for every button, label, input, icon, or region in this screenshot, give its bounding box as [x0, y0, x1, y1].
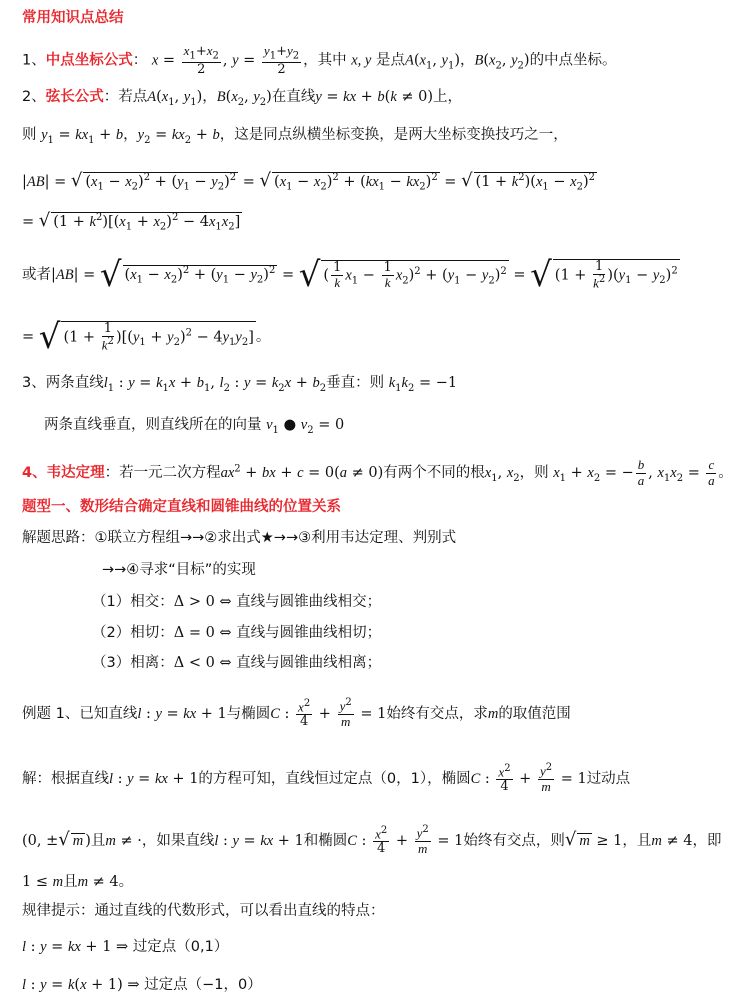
case-separate: （3）相离：Δ < 0 ⇔ 直线与圆锥曲线相离；: [92, 655, 382, 671]
chord-length-equation-4: = √ (1 + $\frac{1}{k^2}$ )$[(y_1 + y_2)^2 - 4y_1y_2]$ 。: [22, 317, 271, 357]
case-tangent: （2）相切：Δ = 0 ⇔ 直线与圆锥曲线相切；: [92, 625, 382, 641]
solution-line-3: 1 ≤ m且m ≠ 4。: [22, 874, 134, 890]
rule-line-2: l : y = k(x + 1) ⇒ 过定点（−1，0）: [22, 977, 262, 993]
section-heading: 常用知识点总结: [22, 10, 124, 26]
perpendicular-lines-line: 3、两条直线$l_1$ : $y = k_1x + b_1$, $l_2$ : $y = k_2x + b_2$垂直：则 $k_1k_2 = -1$: [22, 375, 458, 394]
midpoint-formula-line: 1、中点坐标公式： x = $\frac{x_1+x_2}{2}$ , y = $\frac{y_1+y_2}{2}$ ，其中 x, y 是点$A(x_1$, $y_1$)，$B(x_2$, $y_2$)的中点坐标。: [22, 43, 617, 78]
solution-line-1: 解：根据直线l : y = kx + 1的方程可知，直线恒过定点（0，1），椭圆C : $\frac{x^2}{4}$ + $\frac{y^2}{m}$ = 1过动点: [22, 762, 631, 795]
perpendicular-vector-line: 两条直线垂直，则直线所在的向量 $v_1$ ● $v_2 = 0$: [44, 417, 345, 436]
chord-length-equation-3: 或者|AB| = √ $(x_1 - x_2)^2 + (y_1 - y_2)^2$ = √ ( $\frac{1}{k}$ $x_1$ − $\frac{1}{k}$ $x_2)^2 + (y_1 - y_2)^2$ = √ (1 + $\frac{1}{k^2}$ )$(y_1 - y_2)^2$: [22, 255, 678, 295]
solution-line-2: (0, ±√ m )且m ≠ ·，如果直线l : y = kx + 1和椭圆C : $\frac{x^2}{4}$ + $\frac{y^2}{m}$ = 1始终有交点，则√ m ≥ 1，且m ≠ 4，即: [22, 824, 722, 857]
chord-formula-line: 2、弦长公式：若点$A(x_1$, $y_1$)，$B(x_2$, $y_2$)在直线y = kx + b(k ≠ 0)上，: [22, 89, 462, 108]
topic-heading: 题型一、数形结合确定直线和圆锥曲线的位置关系: [22, 499, 341, 515]
example-1-line: 例题 1、已知直线l : y = kx + 1与椭圆C : $\frac{x^2}{4}$ + $\frac{y^2}{m}$ = 1始终有交点，求m的取值范围: [22, 697, 571, 730]
rule-line-1: l : y = kx + 1 ⇒ 过定点（0,1）: [22, 939, 229, 955]
vieta-theorem-line: 4、韦达定理：若一元二次方程$ax^2$ + bx + c = 0(a ≠ 0)有两个不同的根$x_1$, $x_2$，则 $x_1 + x_2$ = − $\frac{b}{a}$ , $x_1x_2$ = $\frac{c}{a}$ 。: [22, 457, 733, 488]
case-intersect: （1）相交：Δ > 0 ⇔ 直线与圆锥曲线相交；: [92, 594, 382, 610]
chord-length-equation-1: |AB| = √ $(x_1 - x_2)^2 + (y_1 - y_2)^2$ = √ $(x_1 - x_2)^2 + (kx_1 - kx_2)^2$ = √ $(1 + k^2)(x_1 - x_2)^2$: [22, 170, 595, 193]
rule-tip-line: 规律提示：通过直线的代数形式，可以看出直线的特点：: [22, 903, 385, 919]
chord-length-equation-2: = √ $(1 + k^2)[(x_1 + x_2)^2 - 4x_1x_2]$: [22, 210, 241, 233]
solution-idea-line: 解题思路：①联立方程组→→②求出式★→→③利用韦达定理、判别式: [22, 530, 457, 546]
coordinate-transform-line: 则 $y_1 = kx_1 + b$，$y_2 = kx_2 + b$，这是同点纵横坐标变换，是两大坐标变换技巧之一，: [22, 127, 568, 146]
solution-idea-step4: →→④寻求“目标”的实现: [102, 562, 256, 578]
